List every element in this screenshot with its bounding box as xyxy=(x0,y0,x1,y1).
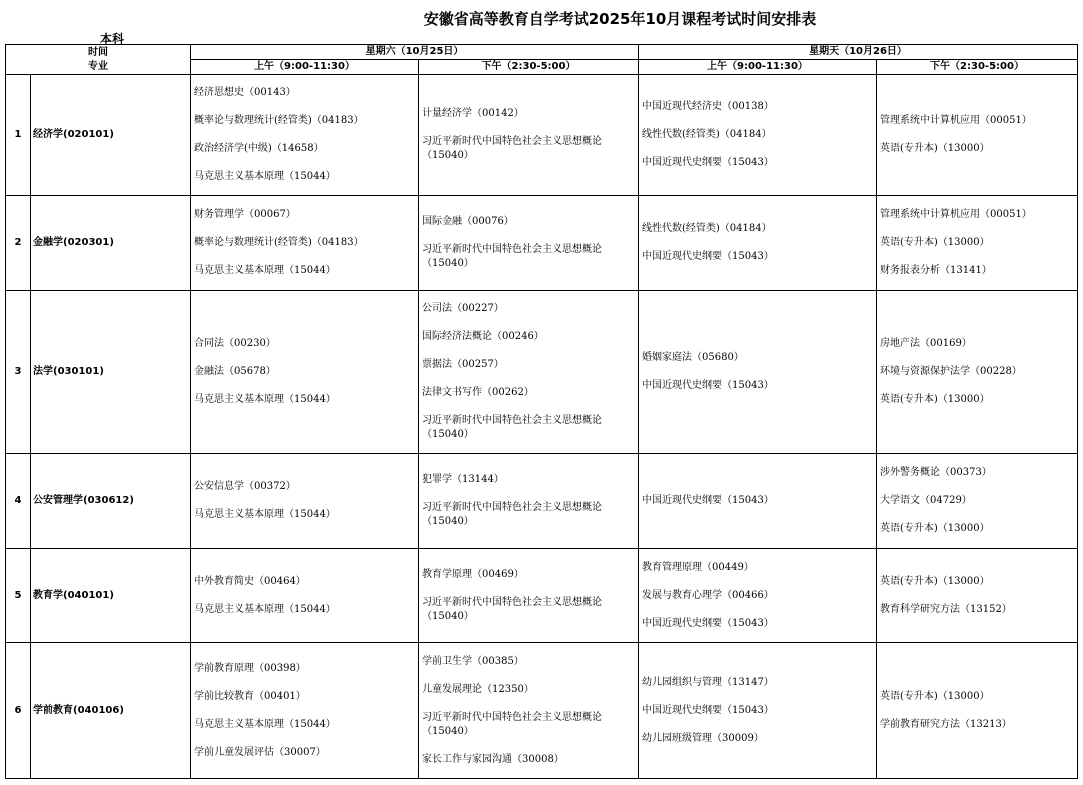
schedule-cell-sat-afternoon xyxy=(419,643,639,779)
major-name: 学前教育(040106) xyxy=(31,643,191,779)
day-header-sunday: 星期天（10月26日） xyxy=(639,45,1078,60)
table-row xyxy=(6,643,1078,779)
course-entry: 概率论与数理统计(经管类)（04183） xyxy=(194,237,364,248)
course-entry: 管理系统中计算机应用（00051） xyxy=(880,209,1032,220)
course-entry: 学前教育原理（00398） xyxy=(194,662,306,674)
table-row xyxy=(6,454,1078,549)
course-entry: 概率论与数理统计(经管类)（04183） xyxy=(194,115,364,126)
corner-time-label: 时间 xyxy=(88,46,108,58)
row-number: 4 xyxy=(6,454,31,549)
course-entry: 财务报表分析（13141） xyxy=(880,265,992,276)
course-entry: 房地产法（00169） xyxy=(880,338,972,349)
course-entry: 大学语文（04729） xyxy=(880,495,972,506)
schedule-cell-sat-afternoon xyxy=(419,291,639,454)
course-entry: 法律文书写作（00262） xyxy=(422,387,534,398)
course-entry: 国际金融（00076） xyxy=(422,216,514,227)
course-entry: 英语(专升本)（13000） xyxy=(880,690,990,702)
schedule-cell-sat-afternoon xyxy=(419,196,639,291)
schedule-cell-sun-morning xyxy=(639,454,877,549)
schedule-cell-sat-morning xyxy=(191,549,419,643)
major-name: 金融学(020301) xyxy=(31,196,191,291)
course-entry: 英语(专升本)（13000） xyxy=(880,523,990,534)
course-entry: 学前教育研究方法（13213） xyxy=(880,718,1012,730)
corner-level-label: 本科 xyxy=(99,32,124,46)
table-row xyxy=(6,291,1078,454)
course-entry: 马克思主义基本原理（15044） xyxy=(194,603,336,615)
schedule-cell-sun-morning xyxy=(639,196,877,291)
course-entry: 政治经济学(中级)（14658） xyxy=(194,143,324,154)
course-entry: 习近平新时代中国特色社会主义思想概论（15040） xyxy=(422,711,602,737)
table-row xyxy=(6,549,1078,643)
schedule-cell-sun-afternoon xyxy=(877,643,1078,779)
schedule-cell-sun-afternoon xyxy=(877,196,1078,291)
course-entry: 中国近现代经济史（00138） xyxy=(642,101,774,112)
course-entry: 教育科学研究方法（13152） xyxy=(880,603,1012,615)
course-entry: 中国近现代史纲要（15043） xyxy=(642,495,774,506)
course-entry: 管理系统中计算机应用（00051） xyxy=(880,115,1032,126)
course-entry: 英语(专升本)（13000） xyxy=(880,394,990,405)
schedule-cell-sun-afternoon xyxy=(877,75,1078,196)
schedule-cell-sat-morning xyxy=(191,291,419,454)
course-entry: 中国近现代史纲要（15043） xyxy=(642,704,774,716)
table-row xyxy=(6,75,1078,196)
course-entry: 英语(专升本)（13000） xyxy=(880,237,990,248)
row-number: 5 xyxy=(6,549,31,643)
schedule-cell-sat-afternoon xyxy=(419,549,639,643)
session-header-sun-morning: 上午（9:00-11:30） xyxy=(639,60,877,75)
course-entry: 发展与教育心理学（00466） xyxy=(642,589,774,601)
course-entry: 教育学原理（00469） xyxy=(422,568,524,580)
major-name: 教育学(040101) xyxy=(31,549,191,643)
course-entry: 婚姻家庭法（05680） xyxy=(642,352,744,363)
course-entry: 合同法（00230） xyxy=(194,338,276,349)
course-entry: 中外教育简史（00464） xyxy=(194,575,306,587)
schedule-cell-sun-morning xyxy=(639,291,877,454)
course-entry: 计量经济学（00142） xyxy=(422,108,524,119)
course-entry: 财务管理学（00067） xyxy=(194,209,296,220)
course-entry: 家长工作与家园沟通（30008） xyxy=(422,753,564,765)
course-entry: 英语(专升本)（13000） xyxy=(880,575,990,587)
course-entry: 线性代数(经管类)（04184） xyxy=(642,129,772,140)
course-entry: 学前卫生学（00385） xyxy=(422,655,524,667)
session-header-sat-morning: 上午（9:00-11:30） xyxy=(191,60,419,75)
course-entry: 教育管理原理（00449） xyxy=(642,561,754,573)
major-name: 法学(030101) xyxy=(31,291,191,454)
course-entry: 马克思主义基本原理（15044） xyxy=(194,718,336,730)
course-entry: 儿童发展理论（12350） xyxy=(422,683,534,695)
schedule-cell-sat-morning xyxy=(191,75,419,196)
course-entry: 马克思主义基本原理（15044） xyxy=(194,265,336,276)
row-number: 2 xyxy=(6,196,31,291)
course-entry: 学前儿童发展评估（30007） xyxy=(194,746,326,758)
course-entry: 中国近现代史纲要（15043） xyxy=(642,380,774,391)
course-entry: 公司法（00227） xyxy=(422,303,504,314)
schedule-cell-sun-afternoon xyxy=(877,291,1078,454)
schedule-cell-sat-morning xyxy=(191,454,419,549)
course-entry: 幼儿园组织与管理（13147） xyxy=(642,676,774,688)
row-number: 1 xyxy=(6,75,31,196)
exam-schedule-table xyxy=(5,44,1078,779)
course-entry: 马克思主义基本原理（15044） xyxy=(194,171,336,182)
schedule-cell-sat-morning xyxy=(191,196,419,291)
course-entry: 幼儿园班级管理（30009） xyxy=(642,732,764,744)
day-header-saturday: 星期六（10月25日） xyxy=(191,45,639,60)
table-row xyxy=(6,196,1078,291)
schedule-cell-sun-morning xyxy=(639,643,877,779)
schedule-cell-sat-afternoon xyxy=(419,75,639,196)
course-entry: 经济思想史（00143） xyxy=(194,87,296,98)
course-entry: 中国近现代史纲要（15043） xyxy=(642,617,774,629)
row-number: 3 xyxy=(6,291,31,454)
course-entry: 习近平新时代中国特色社会主义思想概论（15040） xyxy=(422,596,602,622)
course-entry: 中国近现代史纲要（15043） xyxy=(642,157,774,168)
course-entry: 英语(专升本)（13000） xyxy=(880,143,990,154)
course-entry: 习近平新时代中国特色社会主义思想概论（15040） xyxy=(422,244,602,269)
course-entry: 环境与资源保护法学（00228） xyxy=(880,366,1022,377)
course-entry: 习近平新时代中国特色社会主义思想概论（15040） xyxy=(422,502,602,527)
session-header-sat-afternoon: 下午（2:30-5:00） xyxy=(419,60,639,75)
schedule-cell-sun-morning xyxy=(639,75,877,196)
major-name: 经济学(020101) xyxy=(31,75,191,196)
course-entry: 线性代数(经管类)（04184） xyxy=(642,223,772,234)
schedule-cell-sat-afternoon xyxy=(419,454,639,549)
schedule-cell-sat-morning xyxy=(191,643,419,779)
corner-header xyxy=(6,45,191,75)
course-entry: 学前比较教育（00401） xyxy=(194,690,306,702)
session-header-sun-afternoon: 下午（2:30-5:00） xyxy=(877,60,1078,75)
course-entry: 马克思主义基本原理（15044） xyxy=(194,509,336,520)
course-entry: 习近平新时代中国特色社会主义思想概论（15040） xyxy=(422,415,602,440)
schedule-cell-sun-afternoon xyxy=(877,549,1078,643)
schedule-cell-sun-morning xyxy=(639,549,877,643)
course-entry: 犯罪学（13144） xyxy=(422,474,504,485)
course-entry: 票据法（00257） xyxy=(422,359,504,370)
course-entry: 金融法（05678） xyxy=(194,366,276,377)
page-title: 安徽省高等教育自学考试2025年10月课程考试时间安排表 xyxy=(423,10,817,28)
course-entry: 公安信息学（00372） xyxy=(194,481,296,492)
course-entry: 涉外警务概论（00373） xyxy=(880,467,992,478)
schedule-cell-sun-afternoon xyxy=(877,454,1078,549)
row-number: 6 xyxy=(6,643,31,779)
major-name: 公安管理学(030612) xyxy=(31,454,191,549)
course-entry: 马克思主义基本原理（15044） xyxy=(194,394,336,405)
corner-major-label: 专业 xyxy=(88,60,108,72)
course-entry: 习近平新时代中国特色社会主义思想概论（15040） xyxy=(422,136,602,161)
course-entry: 国际经济法概论（00246） xyxy=(422,331,544,342)
course-entry: 中国近现代史纲要（15043） xyxy=(642,251,774,262)
